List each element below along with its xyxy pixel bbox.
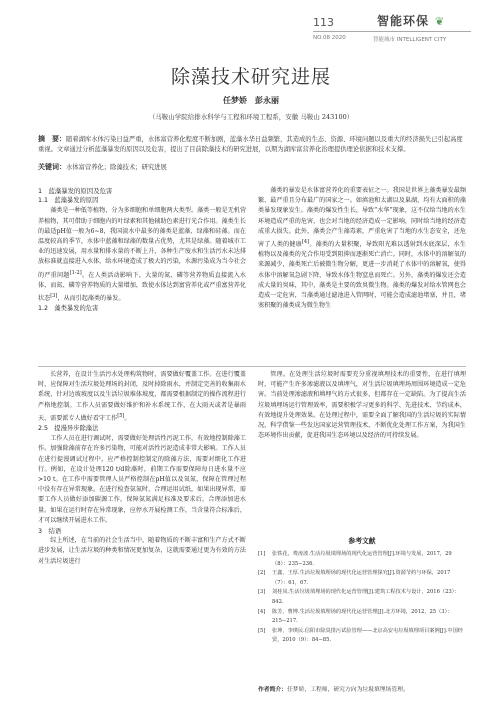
paragraph bbox=[38, 206, 246, 304]
reference-item bbox=[258, 550, 466, 569]
column-upper-left bbox=[38, 186, 246, 315]
section-heading-1: 1 蓝藻暴发的原因及危害 bbox=[38, 187, 113, 195]
citation: [5] bbox=[117, 412, 125, 419]
paragraph bbox=[38, 370, 246, 424]
column-upper-right bbox=[258, 186, 466, 311]
abstract-label: 摘 要： bbox=[38, 135, 66, 143]
brand-label: 智能环保 bbox=[377, 14, 430, 28]
paragraph-text: 。藻类的大量积聚，导致阳光难以透射到水底深层，水生植物以及藻类的光合作用受到阻抑而逐渐死亡消亡。同时，水体中的溶解氧的来源减少，藻类死亡后被微生物分解，更进一步消耗了水体中的溶解氧，使得水体中溶解氧急剧下降，导致水体生物窒息而死亡。另外，藻类的爆发还会造成大量的臭味，其中，藻类是主要的致臭微生物。藻类的爆发对给水管网也会造成一定危害，当藻类通过滤池进入管网时，可能会造成滤池堵塞，并且，堵塞积聚的藻类成为微生物生 bbox=[258, 241, 467, 310]
journal-brand bbox=[377, 12, 445, 29]
reference-number: [4] bbox=[258, 608, 266, 615]
author-affiliation: （马鞍山学院给排水科学与工程和环境工程系，安徽 马鞍山 243100） bbox=[148, 113, 354, 121]
paragraph-text: 。在人类活动影响下，大量的氮、磷等营养物质直接流入水体，而氮、磷等营养物质的大量增加，致使水体达到富营养化或严重富营养化状态 bbox=[38, 271, 247, 303]
header-rule bbox=[313, 31, 471, 32]
article-authors: 任梦娇 彭永丽 bbox=[223, 96, 279, 105]
keywords-text: 水体富营养化；除藻技术；研究进展 bbox=[66, 164, 167, 171]
paragraph bbox=[258, 186, 466, 311]
reference-number: [3] bbox=[258, 589, 266, 596]
author-bio-label: 作者简介： bbox=[258, 687, 287, 693]
paragraph-text: ，从而引起藻类的暴发。 bbox=[57, 295, 125, 303]
section-divider bbox=[38, 366, 466, 367]
reference-item bbox=[258, 608, 466, 627]
author-bio bbox=[258, 684, 466, 693]
reference-number: [2] bbox=[258, 570, 266, 577]
reference-list bbox=[258, 550, 466, 646]
reference-text: 刘桂凤.生活垃圾填埋场的现代化运营管理[J].建筑工程技术与设计，2016（23）：842. bbox=[272, 589, 460, 605]
section-heading-1-2: 1.2 藻类暴发的危害 bbox=[38, 305, 99, 313]
reference-text: 王鑫，王厚.生活垃圾填埋场的现代化运营管理探究[J].资源节约与环保，2017（7）：61，67. bbox=[272, 570, 451, 586]
keywords bbox=[38, 162, 464, 173]
section-heading-3: 3 结语 bbox=[38, 527, 62, 536]
leaf-icon: ❦ bbox=[435, 15, 446, 28]
journal-subtitle: 智能城市 INTELLIGENT CITY bbox=[373, 37, 447, 43]
reference-text: 陈芳，曹博.生活垃圾填埋场的现代化运营管理[J].北方环境，2012，25（3）：215−217. bbox=[272, 608, 453, 625]
citation: [3] bbox=[50, 293, 58, 300]
paragraph-text: 。 bbox=[124, 414, 131, 422]
reference-number: [5] bbox=[258, 627, 266, 634]
paragraph-text: 藻类的暴发是水体富营养化的重要表征之一。我国是世界上藻类暴发最频繁、最严重且分布最广的国家之一。如滇池和太湖以及巢湖，均有大面积的藻类暴发现象发生。藻类的爆发性生长，导致“水华”现象，这不仅给当地的水生环境造成严重的危害，也会对当地的经济造成一定影响，同时给当地的经济造成重大损失。此外，藻类会产生藻毒素，严重危害了当地的水生态安全，还危害了人类的健康 bbox=[258, 187, 466, 249]
abstract bbox=[38, 134, 464, 155]
column-lower-left bbox=[38, 370, 246, 567]
keywords-label: 关键词： bbox=[38, 163, 66, 171]
section-heading-1-1: 1.1 蓝藻暴发的原因 bbox=[38, 197, 99, 205]
paragraph: 管理。在处理生活垃圾时需要充分重视填埋技术的重要性，在进行填埋时，可能产生许多渗滤液以及填埋气，对生活垃圾填埋场周围环境造成一定危害。当前处理渗滤液和填埋气的方式很多，但都存在一定缺陷。为了提高生活垃圾填埋场运行管理效率，需要积极学习更多的科学、先进技术、节约成本，有效地提升处理效果。在处理过程中，需要全面了解我国的生活垃圾的实际情况，科学借鉴一些发达国家运营管理技术，不断优化处理工作方案，为我国生态环境作出贡献，促进我国生态环境以及经济的可持续发展。 bbox=[258, 371, 466, 440]
reference-item bbox=[258, 588, 466, 607]
reference-item bbox=[258, 569, 466, 588]
abstract-text: 随着湖库水体污染日益严重，水体富营养化程度不断加剧，蓝藻水华日益频繁，其造成的生态、资源、环境问题以及重大的经济损失已引起高度重视。文章通过分析蓝藻暴发的原因以及危害，提出了目前除藻技术的研究进展，以期为湖库富营养化治理提供理论依据和技术支撑。 bbox=[38, 136, 463, 153]
citation: [1-2] bbox=[69, 269, 82, 276]
section-heading-2-5: 2.5 提漫异步除藻法 bbox=[38, 425, 99, 433]
column-lower-right bbox=[258, 370, 466, 441]
citation: [4] bbox=[301, 239, 310, 246]
page-number: 113 bbox=[313, 16, 334, 29]
paragraph-text: 长营养，在设计生活污水处理构筑物时，需要做好覆盖工作。在进行覆盖时，应保障对生活垃圾处理场的封闭，及时掉除雨水，并制定完善的收集雨水系统，针对边坡坡度以及生活垃圾堆体坡度，都需要根据制定的操作流程进行严格地控制。工作人员需要做好维护和补水系统工作，在大雨天或者是暴雨天，需要派专人做好看守工作 bbox=[38, 371, 246, 422]
issue-date: NO.08 2020 bbox=[313, 35, 346, 41]
article-title: 除藻技术研究进展 bbox=[170, 66, 331, 88]
paragraph: 综上所述，在当前的社会生活当中，随着物质的不断丰富和生产方式不断进步发展，让生活垃圾的种类和情况更加复杂，这就需要通过更为有效的方法对生活垃圾进行 bbox=[38, 537, 246, 565]
reference-number: [1] bbox=[258, 551, 266, 557]
reference-text: 张坤，李瑛民.信阳市除臭排污试验管理——北京高安屯垃圾填埋项目案例[J].中国经贸，2010（9）：84−85. bbox=[272, 627, 463, 644]
author-bio-text: 任梦娇，工程师，研究方向为垃圾填埋场管理。 bbox=[287, 687, 409, 693]
paragraph-text: 藻类是一种低等植物，分为多细胞和单细胞两大类型。藻类一般是无机营养植物，其可借助于细胞内的叶绿素和其他辅助色素进行光合作用。藻类生长的最适pH值一般为6~8，我国淡水中最多的藻类是蓝藻、绿藻和硅藻。而在温度较高的季节，水体中蓝藻和绿藻的数量占优势，尤其是绿藻。随着城市工业的迅速发展，用水量和排水量的不断上升，各种生产废水和生活污水未达排放标准就直接进入水体，给水环境造成了极大的污染，水源污染成为当今社会的严重问题 bbox=[38, 207, 246, 279]
references-heading: 参考文献 bbox=[348, 537, 376, 545]
reference-text: 张铁花，费涛波.生活垃圾填埋场的现代化运营管理[J].环境与发展，2017，29（8）：235−236. bbox=[272, 551, 452, 567]
reference-item bbox=[258, 627, 466, 646]
paragraph: 工作人员在进行调试时，需要做好处理活性污泥工作，有效地控制除藻工作。加强除藻前存在许多污染物，可能对活性污泥造成非常大影响。工作人员在进行提漫调试过程中，应严格控制控制定的除藻方法，需要对细化工作进行。例如，在设计处理120 t/d除藻时，前期工作需要保障每日进水量不应>10 t。在工作中需要管理人员严格控制在pH值以及氧氮，保障在管理过程中没有存在异常现象。在进行检查氨氮时，合理运用试纸，如果出现异常，需要工作人员做好添加碳源工作，保障氨氮满足标准及要求后，合理添加进水量。如果在运行时存在异常现象，应停水开展检测工作，当含量符合标准后，才可以继续开展进水工作。 bbox=[38, 435, 246, 524]
